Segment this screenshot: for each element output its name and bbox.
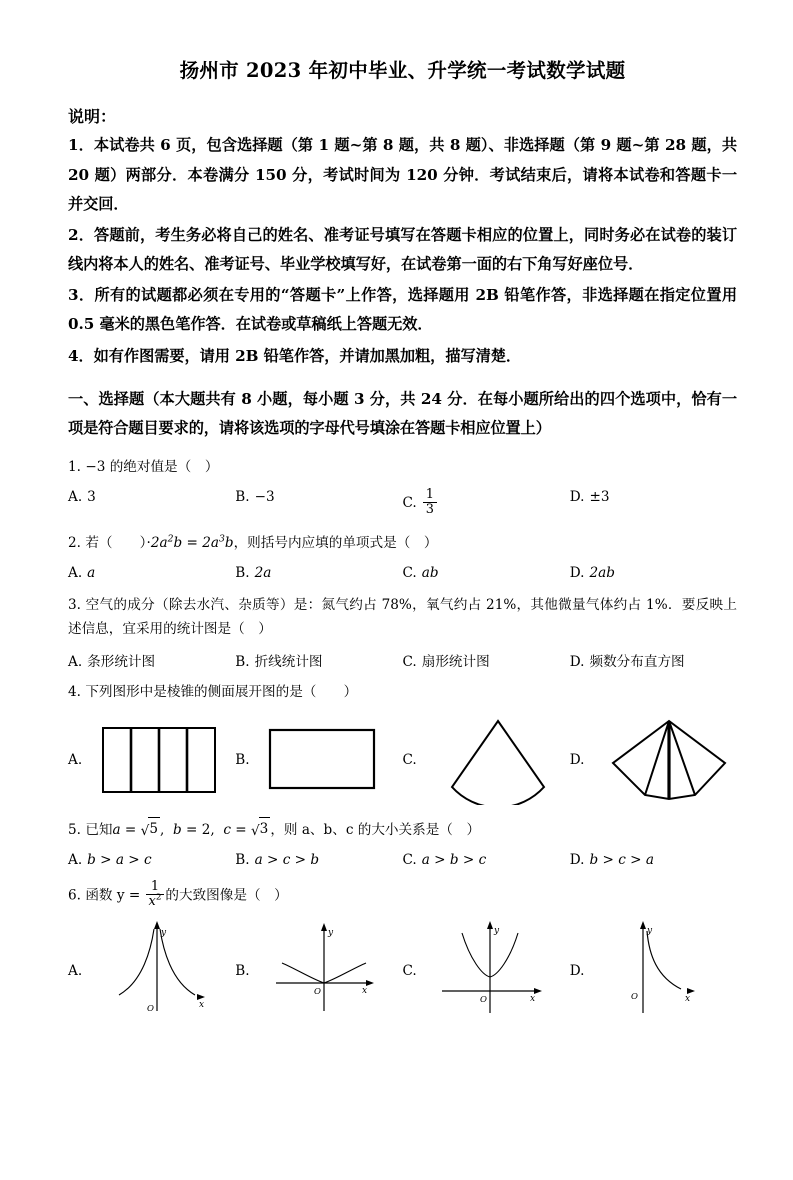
question-4-stem — [68, 681, 737, 705]
question-4-option-a[interactable] — [68, 724, 235, 796]
fraction-numerator: 1 — [425, 487, 434, 502]
question-3-stem — [68, 594, 737, 642]
option-label: D. — [569, 564, 585, 581]
svg-text:O: O — [630, 991, 638, 1002]
question-2-options — [68, 565, 737, 581]
question-3-number: 3. — [68, 596, 81, 613]
sqrt-3: 3 — [259, 817, 271, 842]
page-title: 扬州市 2023 年初中毕业、升学统一考试数学试题 — [179, 59, 626, 82]
option-text: 频数分布直方图 — [589, 654, 685, 671]
question-3-option-d[interactable] — [570, 650, 737, 670]
option-label: C. — [402, 564, 417, 581]
circular-sector-icon — [432, 715, 570, 805]
option-text: a > c > b — [254, 851, 320, 868]
option-text: ab — [421, 564, 439, 581]
question-2-suffix: ，则括号内应填的单项式是（ ） — [233, 534, 438, 551]
fraction-denominator: $x^2$ — [146, 894, 165, 909]
svg-text:x: x — [362, 985, 368, 996]
svg-text:O: O — [314, 986, 322, 997]
question-1-options — [68, 489, 737, 519]
option-label: D. — [569, 752, 585, 769]
option-label: B. — [235, 962, 250, 979]
question-1-value: −3 — [85, 459, 106, 476]
svg-text:x: x — [529, 993, 535, 1004]
question-4-option-b[interactable] — [235, 724, 402, 796]
question-3-text: 空气的成分（除去水汽、杂质等）是：氮气约占 78%，氧气约占 21%，其他微量气体约占 1%．要反映上述信息，宜采用的统计图是（ ） — [68, 596, 737, 637]
question-2-prefix: 若（ ）· — [85, 534, 151, 551]
option-label: B. — [235, 564, 250, 581]
question-6-option-a[interactable] — [68, 919, 235, 1023]
option-text: 扇形统计图 — [421, 654, 490, 671]
question-2-option-d[interactable] — [570, 565, 737, 581]
svg-text:O: O — [479, 994, 487, 1005]
question-3-option-a[interactable] — [68, 650, 235, 670]
equals-sign: = — [182, 534, 203, 551]
question-5-stem: 5. 已知a = √5 , b = 2, c = √3 ，则 a、b、c 的大小关系是（ ） — [68, 818, 737, 843]
option-label: B. — [235, 752, 250, 769]
option-text: ±3 — [589, 489, 610, 505]
option-label: A. — [68, 564, 83, 581]
question-1-number: 1. — [68, 459, 81, 476]
question-5-option-d[interactable] — [570, 852, 737, 868]
option-text: 条形统计图 — [87, 654, 156, 671]
option-label: C. — [402, 851, 417, 868]
notice-item-3: 3．所有的试题都必须在专用的“答题卡”上作答，选择题用 2B 铅笔作答，非选择题在指定位置用 0.5 毫米的黑色笔作答．在试卷或草稿纸上答题无效． — [68, 286, 737, 334]
question-4-options — [68, 715, 737, 805]
svg-text:y: y — [493, 925, 499, 936]
option-label: D. — [569, 962, 585, 979]
question-5-options — [68, 852, 737, 868]
notice-item-4: 4．如有作图需要，请用 2B 铅笔作答，并请加黑加粗，描写清楚． — [68, 346, 522, 365]
curves-through-origin-graph-icon — [264, 919, 390, 1023]
question-1-option-b[interactable] — [235, 489, 402, 519]
option-label: B. — [235, 489, 250, 505]
question-6-option-c[interactable] — [403, 919, 570, 1023]
svg-text:O: O — [147, 1003, 154, 1014]
question-4-text: 下列图形中是棱锥的侧面展开图的是（ ） — [85, 684, 358, 701]
question-5-option-b[interactable] — [235, 852, 402, 868]
question-5-number: 5. — [68, 822, 81, 839]
fraction-denominator: 3 — [423, 502, 437, 517]
option-text: 折线统计图 — [254, 654, 323, 671]
option-label: D. — [569, 851, 585, 868]
question-1-option-d[interactable] — [570, 489, 737, 519]
question-3-option-c[interactable] — [403, 650, 570, 670]
option-text: 3 — [87, 489, 96, 505]
option-label: A. — [68, 654, 83, 671]
question-3-option-b[interactable] — [235, 650, 402, 670]
option-label: B. — [235, 851, 250, 868]
option-label: A. — [68, 962, 83, 979]
notice-item-2: 2．答题前，考生务必将自己的姓名、准考证号填写在答题卡相应的位置上，同时务必在试卷的装订线内将本人的姓名、准考证号、毕业学校填写好，在试卷第一面的右下角写好座位号． — [68, 225, 737, 274]
option-label: D. — [569, 654, 585, 671]
question-6-stem — [68, 878, 737, 911]
svg-text:y: y — [328, 927, 334, 938]
single-branch-first-quadrant-graph-icon — [599, 919, 725, 1023]
option-text: a — [87, 564, 96, 581]
fraction-one-third — [423, 488, 437, 518]
question-2-number: 2. — [68, 534, 81, 551]
option-text: b > c > a — [589, 851, 654, 868]
question-6-prefix: 函数 y = — [85, 887, 145, 904]
two-branch-above-axis-graph-icon — [97, 919, 223, 1023]
question-1-option-a[interactable] — [68, 489, 235, 519]
question-5-suffix: ，则 a、b、c 的大小关系是（ ） — [270, 822, 481, 839]
svg-text:y: y — [646, 925, 652, 936]
option-label: A. — [68, 489, 83, 505]
option-text: −3 — [254, 489, 275, 505]
fraction-one-over-x-squared — [146, 880, 165, 910]
question-2-stem — [68, 532, 737, 556]
question-6-option-b[interactable] — [235, 919, 402, 1023]
fraction-numerator: 1 — [150, 878, 160, 894]
notice-label: 说明： — [68, 107, 117, 127]
question-1-text: 的绝对值是（ ） — [109, 459, 219, 476]
option-label: D. — [569, 489, 585, 505]
rectangle-plain-icon — [264, 724, 402, 796]
question-6-option-d[interactable] — [570, 919, 737, 1023]
option-label: C. — [402, 495, 417, 512]
svg-text:x: x — [199, 999, 205, 1010]
question-2-option-b[interactable] — [235, 565, 402, 581]
question-4-option-c[interactable] — [403, 715, 570, 805]
option-label: C. — [402, 654, 417, 671]
question-4-number: 4. — [68, 684, 81, 701]
question-6-number: 6. — [68, 887, 81, 904]
question-1-stem — [68, 456, 737, 480]
question-5-option-c[interactable] — [403, 852, 570, 868]
question-2-option-a[interactable] — [68, 565, 235, 581]
question-5-prefix: 已知 — [85, 822, 113, 839]
expr-right: $2a^3b$ — [202, 533, 234, 551]
rectangle-split-vertical-icon — [97, 724, 235, 796]
option-label: C. — [402, 962, 417, 979]
option-label: A. — [68, 851, 83, 868]
question-3-options — [68, 650, 737, 670]
sqrt-5: 5 — [148, 817, 160, 842]
svg-text:y: y — [161, 927, 167, 938]
notice-item-1: 1．本试卷共 6 页，包含选择题（第 1 题~第 8 题，共 8 题）、非选择题（第 9 题~第 28 题，共 20 题）两部分．本卷满分 150 分，考试时间为 120 分钟．考试结束后，请将本试卷和答题卡一并交回． — [68, 136, 737, 213]
option-text: a > b > c — [421, 851, 487, 868]
question-6-options — [68, 919, 737, 1023]
question-1-option-c[interactable] — [403, 489, 570, 519]
option-text: 2a — [254, 564, 272, 581]
svg-text:x: x — [684, 993, 690, 1004]
option-text: b > a > c — [87, 851, 152, 868]
option-label: A. — [68, 752, 83, 769]
option-text: 2ab — [589, 564, 615, 581]
section-heading-choice: 一、选择题（本大题共有 8 小题，每小题 3 分，共 24 分．在每小题所给出的四个选项中，恰有一项是符合题目要求的，请将该选项的字母代号填涂在答题卡相应位置上） — [68, 389, 737, 438]
question-4-option-d[interactable] — [570, 715, 737, 805]
exam-page — [0, 58, 793, 1180]
parabola-above-axis-graph-icon — [432, 919, 558, 1023]
question-5-option-a[interactable] — [68, 852, 235, 868]
option-label: C. — [402, 752, 417, 769]
fan-polygon-radial-icon — [599, 715, 739, 805]
option-label: B. — [235, 654, 250, 671]
expr-left: $2a^2b$ — [150, 533, 183, 551]
question-2-option-c[interactable] — [403, 565, 570, 581]
question-6-suffix: 的大致图像是（ ） — [165, 887, 288, 904]
